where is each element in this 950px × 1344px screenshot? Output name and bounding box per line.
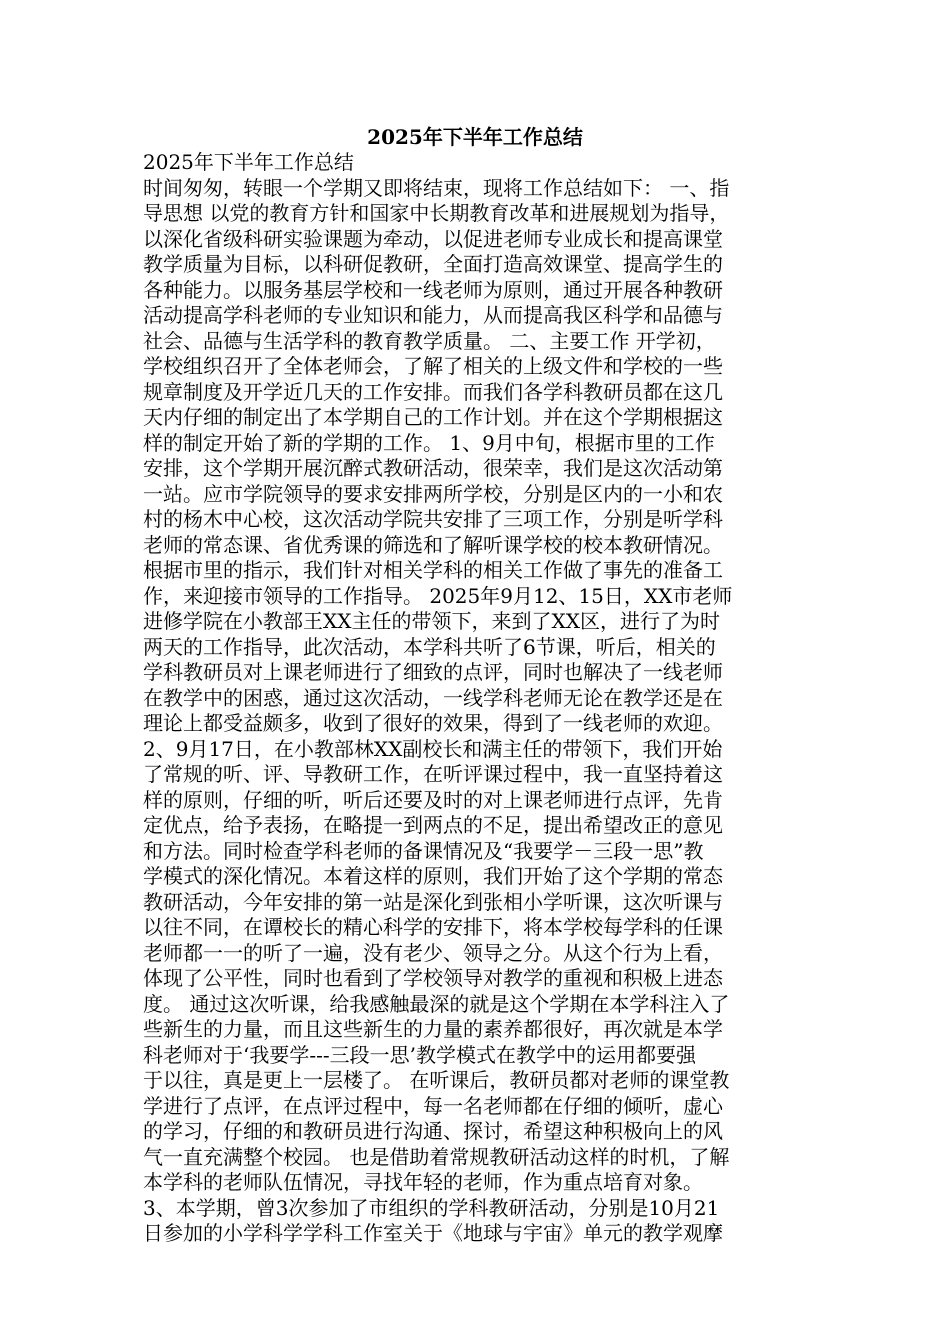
text-line: 度。 通过这次听课，给我感触最深的就是这个学期在本学科注入了 — [143, 991, 730, 1016]
document-body — [143, 150, 807, 1247]
text-line: 本学科的老师队伍情况，寻找年轻的老师，作为重点培育对象。 — [143, 1170, 703, 1194]
document-title: 2025年下半年工作总结 — [367, 125, 583, 149]
text-line: 天内仔细的制定出了本学期自己的工作计划。并在这个学期根据这 — [143, 405, 723, 429]
text-line: 活动提高学科老师的专业知识和能力，从而提高我区科学和品德与 — [143, 303, 723, 327]
text-line: 日参加的小学科学学科工作室关于《地球与宇宙》单元的教学观摩 — [143, 1221, 723, 1245]
text-line: 的学习，仔细的和教研员进行沟通、探讨，希望这种积极向上的风 — [143, 1119, 723, 1143]
text-line: 进修学院在小教部王XX主任的带领下，来到了XX区，进行了为时 — [143, 609, 720, 633]
text-line: 以深化省级科研实验课题为牵动，以促进老师专业成长和提高课堂 — [143, 226, 723, 251]
text-line: 安排，这个学期开展沉醉式教研活动，很荣幸，我们是这次活动第 — [143, 456, 723, 480]
text-line: 样的制定开始了新的学期的工作。 1、9月中旬，根据市里的工作 — [143, 430, 715, 455]
text-line: 2025年下半年工作总结 — [143, 150, 354, 174]
text-line: 学模式的深化情况。本着这样的原则，我们开始了这个学期的常态 — [143, 864, 723, 888]
text-line: 各种能力。以服务基层学校和一线老师为原则，通过开展各种教研 — [143, 277, 723, 302]
text-line: 和方法。同时检查学科老师的备课情况及“我要学－三段一思”教 — [143, 838, 704, 863]
text-line: 教研活动，今年安排的第一站是深化到张相小学听课，这次听课与 — [143, 889, 723, 914]
text-line: 教学质量为目标，以科研促教研，全面打造高效课堂、提高学生的 — [143, 252, 723, 276]
text-line: 定优点，给予表扬，在略提一到两点的不足，提出希望改正的意见 — [143, 813, 723, 837]
text-line: 2、9月17日，在小教部林XX副校长和满主任的带领下，我们开始 — [143, 736, 723, 761]
text-line: 规章制度及开学近几天的工作安排。而我们各学科教研员都在这几 — [143, 379, 723, 404]
text-line: 在教学中的困惑，通过这次活动，一线学科老师无论在教学还是在 — [143, 685, 723, 710]
text-line: 村的杨木中心校，这次活动学院共安排了三项工作，分别是听学科 — [143, 507, 723, 531]
text-line: 气一直充满整个校园。 也是借助着常规教研活动这样的时机，了解 — [143, 1144, 730, 1169]
text-line: 了常规的听、评、导教研工作，在听评课过程中，我一直坚持着这 — [143, 762, 723, 786]
text-line: 一站。应市学院领导的要求安排两所学校，分别是区内的一小和农 — [143, 481, 723, 506]
text-line: 些新生的力量，而且这些新生的力量的素养都很好，再次就是本学 — [143, 1017, 723, 1041]
text-line: 时间匆匆，转眼一个学期又即将结束，现将工作总结如下： 一、指 — [143, 175, 730, 200]
text-line: 两天的工作指导，此次活动，本学科共听了6节课，听后，相关的 — [143, 634, 716, 659]
text-line: 于以往，真是更上一层楼了。 在听课后，教研员都对老师的课堂教 — [143, 1068, 730, 1092]
text-line: 理论上都受益颇多，收到了很好的效果，得到了一线老师的欢迎。 — [143, 711, 723, 735]
text-line: 老师都一一的听了一遍，没有老少、领导之分。从这个行为上看， — [143, 940, 723, 965]
text-line: 社会、品德与生活学科的教育教学质量。 二、主要工作 开学初， — [143, 328, 716, 353]
text-line: 老师的常态课、省优秀课的筛选和了解听课学校的校本教研情况。 — [143, 532, 723, 557]
text-line: 学进行了点评，在点评过程中，每一名老师都在仔细的倾听，虚心 — [143, 1093, 723, 1118]
text-line: 根据市里的指示，我们针对相关学科的相关工作做了事先的准备工 — [143, 558, 723, 582]
text-line: 学校组织召开了全体老师会，了解了相关的上级文件和学校的一些 — [143, 354, 723, 378]
text-line: 作，来迎接市领导的工作指导。 2025年9月12、15日，XX市老师 — [143, 583, 733, 608]
text-line: 3、本学期，曾3次参加了市组织的学科教研活动，分别是10月21 — [143, 1195, 720, 1220]
text-line: 学科教研员对上课老师进行了细致的点评，同时也解决了一线老师 — [143, 660, 723, 684]
text-line: 体现了公平性，同时也看到了学校领导对教学的重视和积极上进态 — [143, 966, 723, 990]
text-line: 科老师对于‘我要学---三段一思’教学模式在教学中的运用都要强 — [143, 1042, 696, 1067]
text-line: 以往不同，在谭校长的精心科学的安排下，将本学校每学科的任课 — [143, 915, 723, 939]
text-line: 导思想 以党的教育方针和国家中长期教育改革和进展规划为指导， — [143, 201, 730, 225]
text-line: 样的原则，仔细的听，听后还要及时的对上课老师进行点评，先肯 — [143, 787, 723, 812]
